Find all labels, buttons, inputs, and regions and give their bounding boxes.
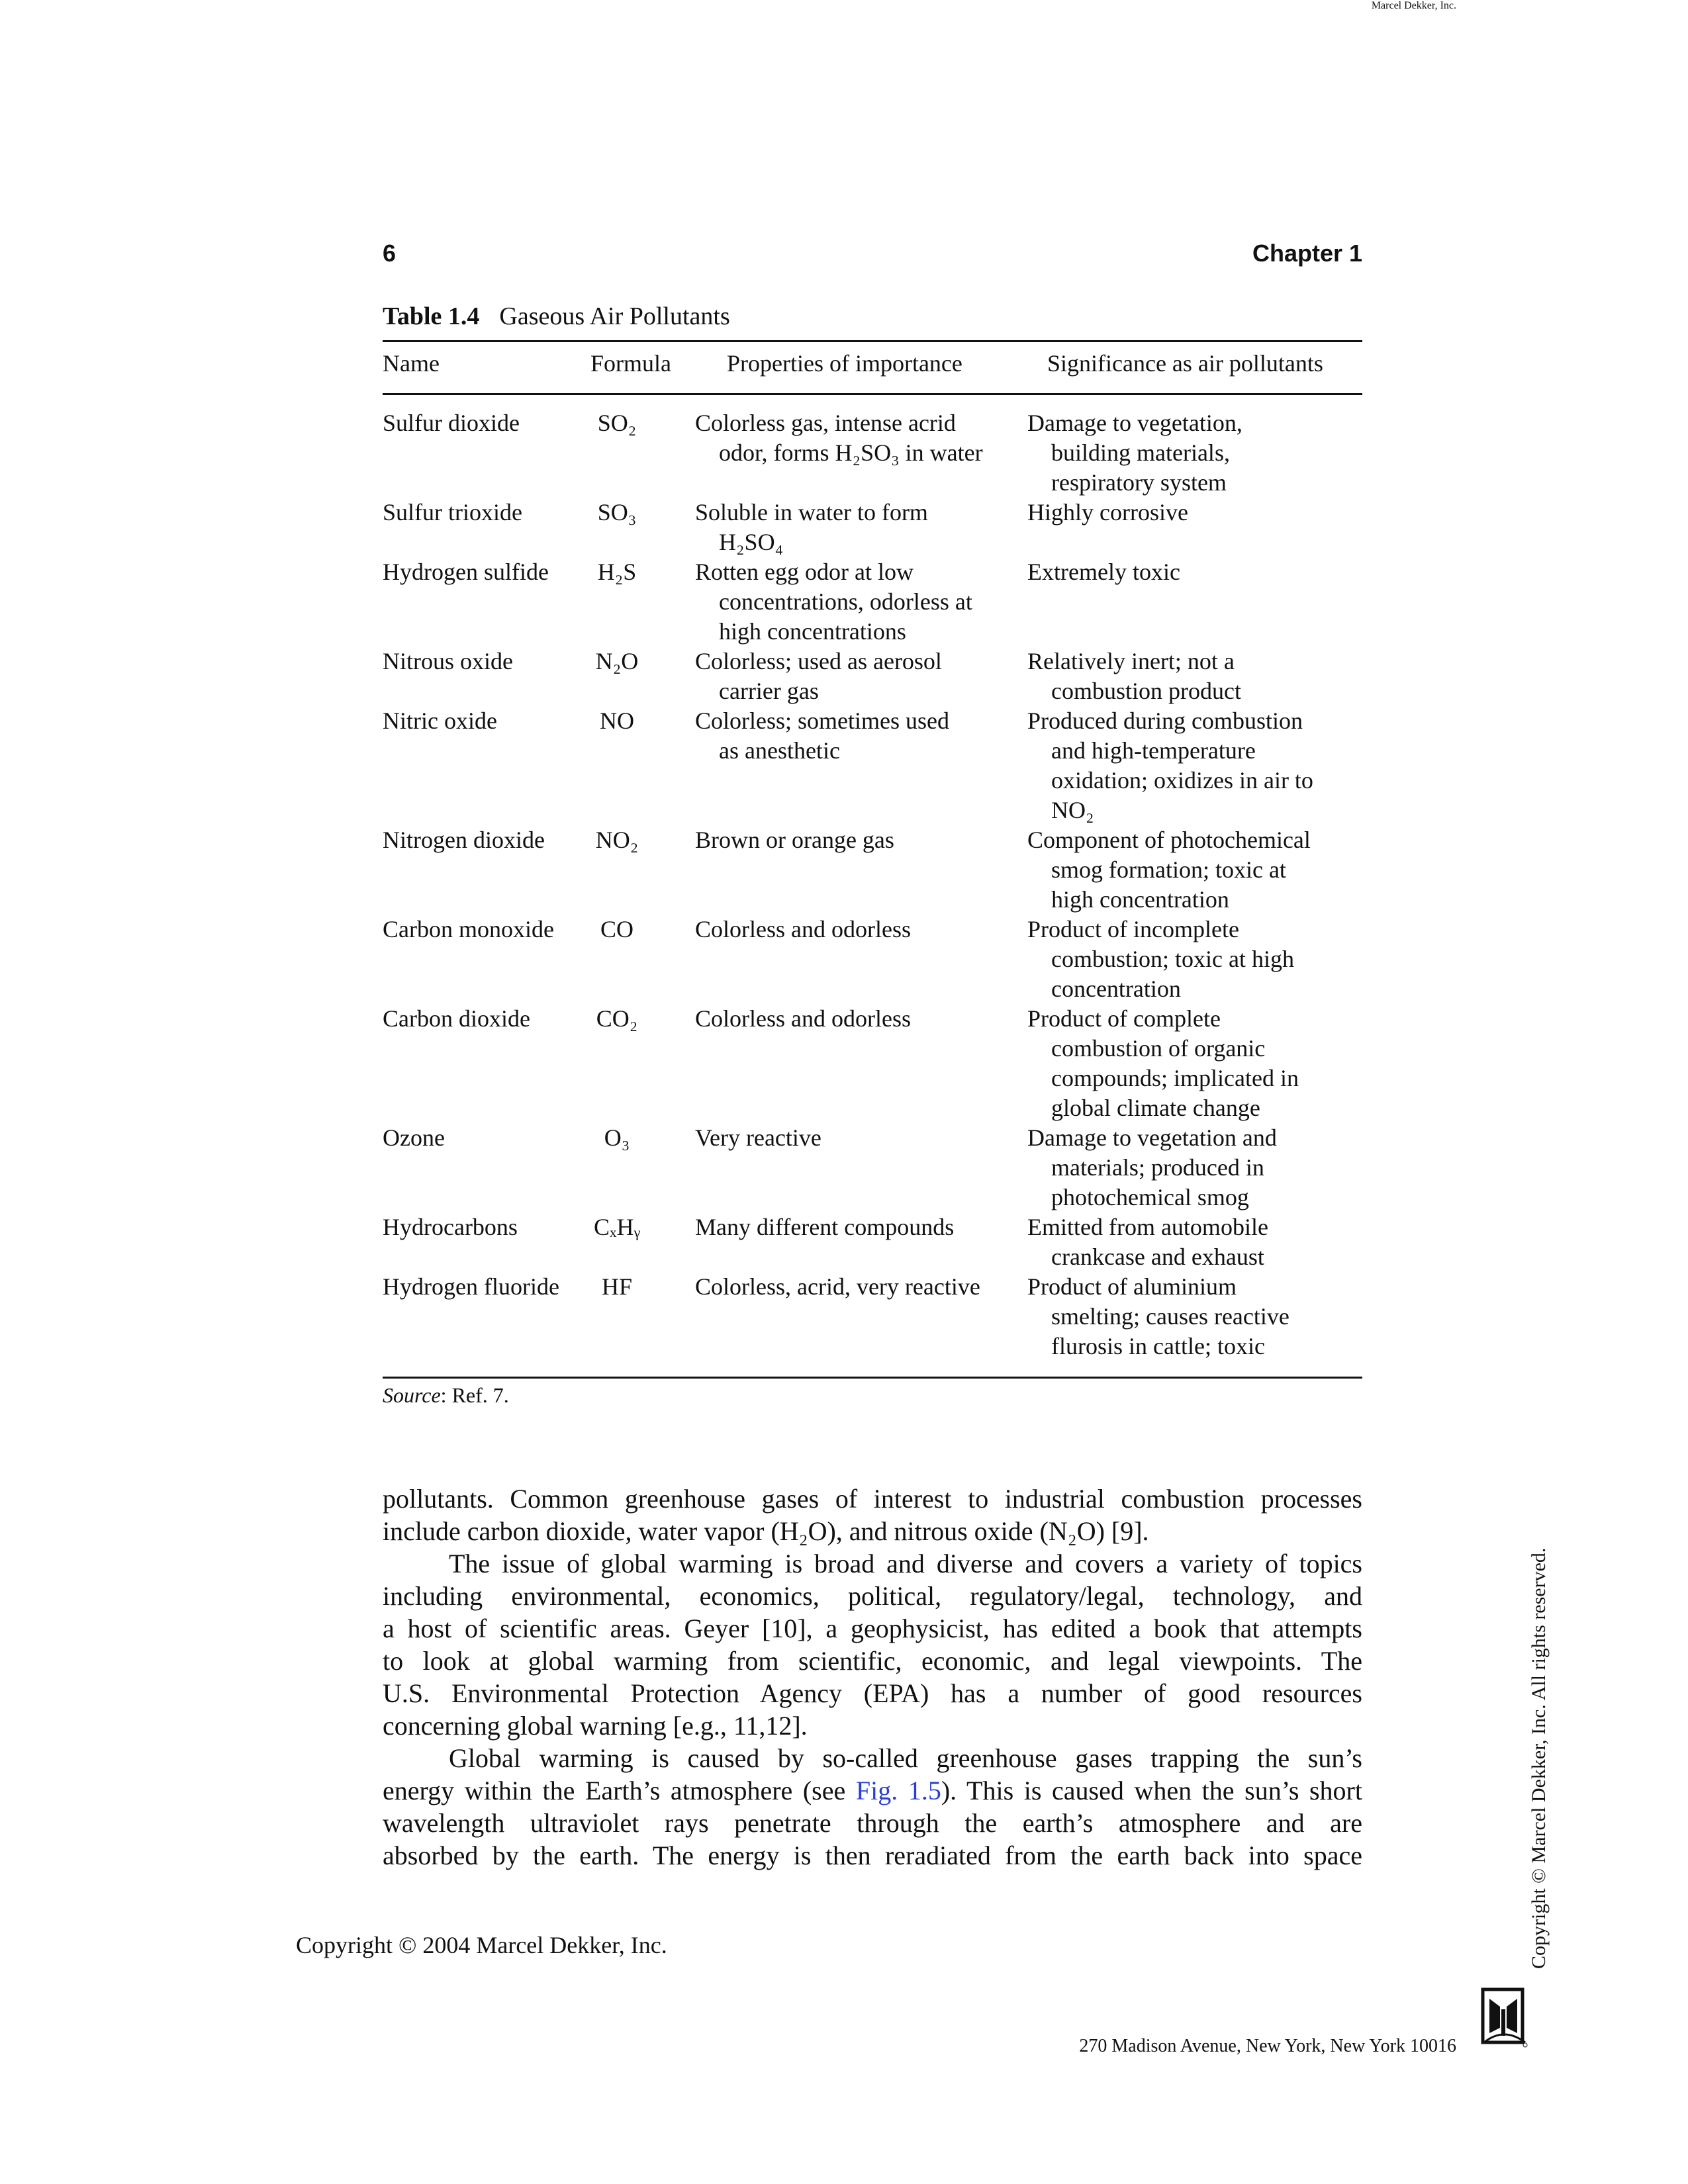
cell-significance-line: Emitted from automobile [1027, 1214, 1268, 1240]
cell-significance-line: photochemical smog [1051, 1184, 1249, 1210]
vertical-copyright: Copyright © Marcel Dekker, Inc. All rights reserved. [1528, 1547, 1550, 1969]
cell-properties-line: Colorless and odorless [695, 916, 911, 942]
cell-properties-line: Colorless, acrid, very reactive [695, 1273, 980, 1300]
cell-significance-line: building materials, [1051, 439, 1230, 466]
cell-name: Sulfur trioxide [383, 499, 522, 525]
table-top-rule [383, 340, 1362, 342]
cell-name: Sulfur dioxide [383, 410, 520, 436]
cell-significance-line: and high-temperature [1051, 737, 1256, 764]
chapter-title: Chapter 1 [1252, 240, 1362, 267]
body-line: wavelength ultraviolet rays penetrate through the earth’s atmosphere and are [383, 1808, 1362, 1838]
cell-formula: NO [600, 707, 634, 734]
running-header [383, 240, 1362, 271]
cell-significance-line: combustion; toxic at high [1051, 946, 1294, 972]
cell-properties-line: Very reactive [695, 1124, 821, 1151]
cell-name: Hydrocarbons [383, 1214, 518, 1240]
cell-properties-line: H₂SO₄ [719, 529, 784, 555]
body-line: pollutants. Common greenhouse gases of interest to industrial combustion processes [383, 1484, 1362, 1514]
body-text [383, 1482, 1362, 1872]
table-label: Table 1.4 [383, 302, 480, 330]
cell-properties-line: Brown or orange gas [695, 827, 894, 853]
cell-significance-line: smog formation; toxic at [1051, 856, 1286, 883]
cell-formula: CO [600, 916, 633, 942]
cell-formula: N₂O [595, 648, 639, 674]
cell-significance-line: Product of incomplete [1027, 916, 1239, 942]
cell-significance-line: Highly corrosive [1027, 499, 1188, 525]
body-line: a host of scientific areas. Geyer [10], a geophysicist, has edited a book that attempts [383, 1614, 1362, 1643]
cell-properties-line: concentrations, odorless at [719, 588, 972, 615]
cell-significance-line: Damage to vegetation and [1027, 1124, 1277, 1151]
cell-significance-line: NO₂ [1051, 797, 1094, 823]
cell-properties-line: Colorless; sometimes used [695, 707, 949, 734]
cell-significance-line: compounds; implicated in [1051, 1065, 1299, 1091]
col-header-formula: Formula [590, 350, 671, 377]
cell-significance-line: smelting; causes reactive [1051, 1303, 1289, 1330]
cell-significance-line: Relatively inert; not a [1027, 648, 1235, 674]
cell-name: Hydrogen sulfide [383, 559, 549, 585]
cell-significance-line: respiratory system [1051, 469, 1227, 496]
cell-formula: H₂S [597, 559, 637, 585]
cell-formula: HF [601, 1273, 633, 1300]
publisher-address: 270 Madison Avenue, New York, New York 10016 [1079, 2036, 1456, 2056]
cell-name: Nitrous oxide [383, 648, 513, 674]
publisher-name: Marcel Dekker, Inc. [1371, 0, 1456, 11]
cell-significance-line: Product of aluminium [1027, 1273, 1237, 1300]
col-header-properties: Properties of importance [727, 350, 962, 377]
cell-significance-line: Produced during combustion [1027, 707, 1303, 734]
cell-significance-line: combustion product [1051, 678, 1241, 704]
body-line: to look at global warming from scientific, economic, and legal viewpoints. The [383, 1646, 1362, 1676]
cell-properties-line: Colorless gas, intense acrid [695, 410, 956, 436]
cell-formula: SO₃ [597, 499, 637, 525]
cell-formula: O₃ [604, 1124, 630, 1151]
body-line: concerning global warning [e.g., 11,12]. [383, 1711, 808, 1741]
cell-properties-line: carrier gas [719, 678, 819, 704]
cell-name: Carbon monoxide [383, 916, 554, 942]
cell-significance-line: Extremely toxic [1027, 559, 1180, 585]
cell-properties-line: Colorless; used as aerosol [695, 648, 942, 674]
cell-significance-line: Component of photochemical [1027, 827, 1311, 853]
table-source: Source: Ref. 7. [383, 1383, 509, 1407]
cell-name: Nitrogen dioxide [383, 827, 545, 853]
publisher-logo-icon [1480, 1987, 1528, 2048]
body-line: include carbon dioxide, water vapor (H₂O), and nitrous oxide (N₂O) [9]. [383, 1516, 1149, 1546]
cell-significance-line: concentration [1051, 976, 1181, 1002]
cell-name: Nitric oxide [383, 707, 497, 734]
cell-significance-line: materials; produced in [1051, 1154, 1264, 1181]
cell-formula: CO₂ [596, 1005, 638, 1032]
body-line: absorbed by the earth. The energy is then reradiated from the earth back into space [383, 1841, 1362, 1870]
table-caption [383, 302, 730, 331]
cell-formula: CₓHᵧ [594, 1214, 640, 1240]
cell-significance-line: combustion of organic [1051, 1035, 1266, 1062]
table-bottom-rule [383, 1377, 1362, 1379]
cell-properties-line: odor, forms H₂SO₃ in water [719, 439, 983, 466]
table-title: Gaseous Air Pollutants [499, 302, 730, 330]
cell-name: Carbon dioxide [383, 1005, 530, 1032]
cell-significance-line: crankcase and exhaust [1051, 1244, 1264, 1270]
copyright-notice: Copyright © 2004 Marcel Dekker, Inc. [296, 1932, 667, 1958]
page-number: 6 [383, 240, 397, 267]
cell-significance-line: Damage to vegetation, [1027, 410, 1243, 436]
cell-significance-line: flurosis in cattle; toxic [1051, 1333, 1265, 1359]
body-line: including environmental, economics, political, regulatory/legal, technology, and [383, 1581, 1362, 1611]
body-line: Global warming is caused by so-called greenhouse gases trapping the sun’s [449, 1743, 1362, 1773]
cell-properties-line: high concentrations [719, 618, 906, 645]
cell-significance-line: global climate change [1051, 1095, 1260, 1121]
col-header-significance: Significance as air pollutants [1047, 350, 1323, 377]
table-header-rule [383, 393, 1362, 395]
cell-properties-line: Soluble in water to form [695, 499, 928, 525]
cell-significance-line: oxidation; oxidizes in air to [1051, 767, 1313, 794]
col-header-name: Name [383, 350, 440, 377]
cell-properties-line: as anesthetic [719, 737, 840, 764]
cell-name: Hydrogen fluoride [383, 1273, 559, 1300]
cell-formula: SO₂ [597, 410, 637, 436]
cell-properties-line: Many different compounds [695, 1214, 955, 1240]
cell-properties-line: Rotten egg odor at low [695, 559, 914, 585]
cell-name: Ozone [383, 1124, 445, 1151]
cell-significance-line: high concentration [1051, 886, 1229, 913]
body-line: The issue of global warming is broad and diverse and covers a variety of topics [449, 1549, 1362, 1578]
cell-formula: NO₂ [595, 827, 639, 853]
cell-significance-line: Product of complete [1027, 1005, 1221, 1032]
cell-properties-line: Colorless and odorless [695, 1005, 911, 1032]
body-line: U.S. Environmental Protection Agency (EPA) has a number of good resources [383, 1678, 1362, 1708]
figure-link[interactable]: Fig. 1.5 [855, 1776, 941, 1805]
body-line: energy within the Earth’s atmosphere (see Fig. 1.5). This is caused when the sun’s short [383, 1776, 1362, 1805]
